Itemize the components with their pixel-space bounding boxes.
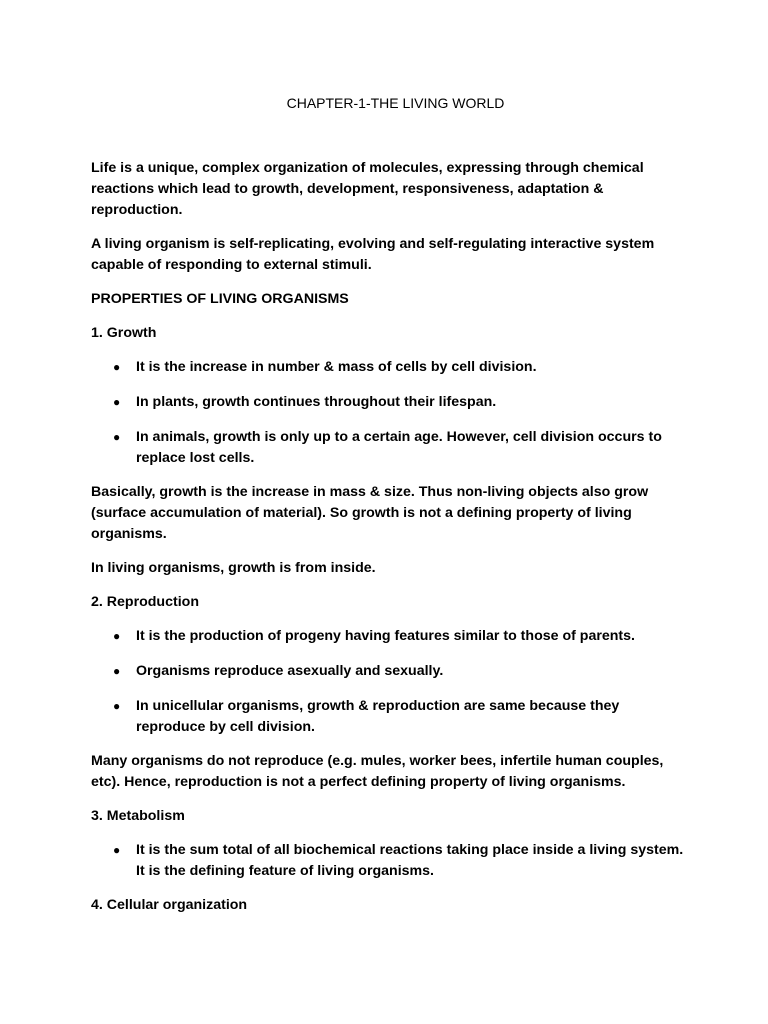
- list-item-text: It is the sum total of all biochemical reactions taking place inside a living system. It is the defining feature of living organisms.: [136, 842, 684, 879]
- list-item-text: It is the increase in number & mass of cells by cell division.: [136, 359, 537, 375]
- bullet-icon: ●: [113, 430, 121, 444]
- bullet-icon: ●: [113, 664, 121, 678]
- list-item: [91, 626, 691, 647]
- list-item: [91, 427, 691, 469]
- list-item: [91, 840, 691, 882]
- heading-cellular-organization: 4. Cellular organization: [91, 897, 248, 913]
- heading-growth: 1. Growth: [91, 325, 157, 341]
- list-item-text: Organisms reproduce asexually and sexually.: [136, 663, 444, 679]
- growth-bullet-list: [91, 357, 691, 469]
- metabolism-bullet-list: [91, 840, 691, 882]
- bullet-icon: ●: [113, 629, 121, 643]
- intro-paragraph-life: Life is a unique, complex organization of molecules, expressing through chemical reactions which lead to growth, development, responsiveness, adaptation & reproduction.: [91, 160, 644, 218]
- list-item-text: In animals, growth is only up to a certain age. However, cell division occurs to replace lost cells.: [136, 429, 662, 466]
- intro-paragraph-organism: A living organism is self-replicating, evolving and self-regulating interactive system capable of responding to external stimuli.: [91, 236, 655, 273]
- bullet-icon: ●: [113, 843, 121, 857]
- growth-paragraph-inside: In living organisms, growth is from inside.: [91, 560, 376, 576]
- reproduction-paragraph-many: Many organisms do not reproduce (e.g. mules, worker bees, infertile human couples, etc). Hence, reproduction is not a perfect defining property of living organisms.: [91, 753, 664, 790]
- bullet-icon: ●: [113, 395, 121, 409]
- bullet-icon: ●: [113, 360, 121, 374]
- growth-paragraph-basically: Basically, growth is the increase in mass & size. Thus non-living objects also grow (surface accumulation of material). So growth is not a defining property of living organisms.: [91, 484, 649, 542]
- section-heading-properties: PROPERTIES OF LIVING ORGANISMS: [91, 291, 349, 307]
- heading-reproduction: 2. Reproduction: [91, 594, 199, 610]
- list-item-text: In plants, growth continues throughout their lifespan.: [136, 394, 497, 410]
- reproduction-bullet-list: [91, 626, 691, 738]
- list-item-text: It is the production of progeny having features similar to those of parents.: [136, 628, 635, 644]
- list-item: [91, 357, 691, 378]
- list-item: [91, 392, 691, 413]
- document-body: [91, 158, 691, 929]
- list-item-text: In unicellular organisms, growth & reproduction are same because they reproduce by cell division.: [136, 698, 620, 735]
- list-item: [91, 696, 691, 738]
- list-item: [91, 661, 691, 682]
- heading-metabolism: 3. Metabolism: [91, 808, 185, 824]
- chapter-title: CHAPTER-1-THE LIVING WORLD: [286, 95, 505, 111]
- bullet-icon: ●: [113, 699, 121, 713]
